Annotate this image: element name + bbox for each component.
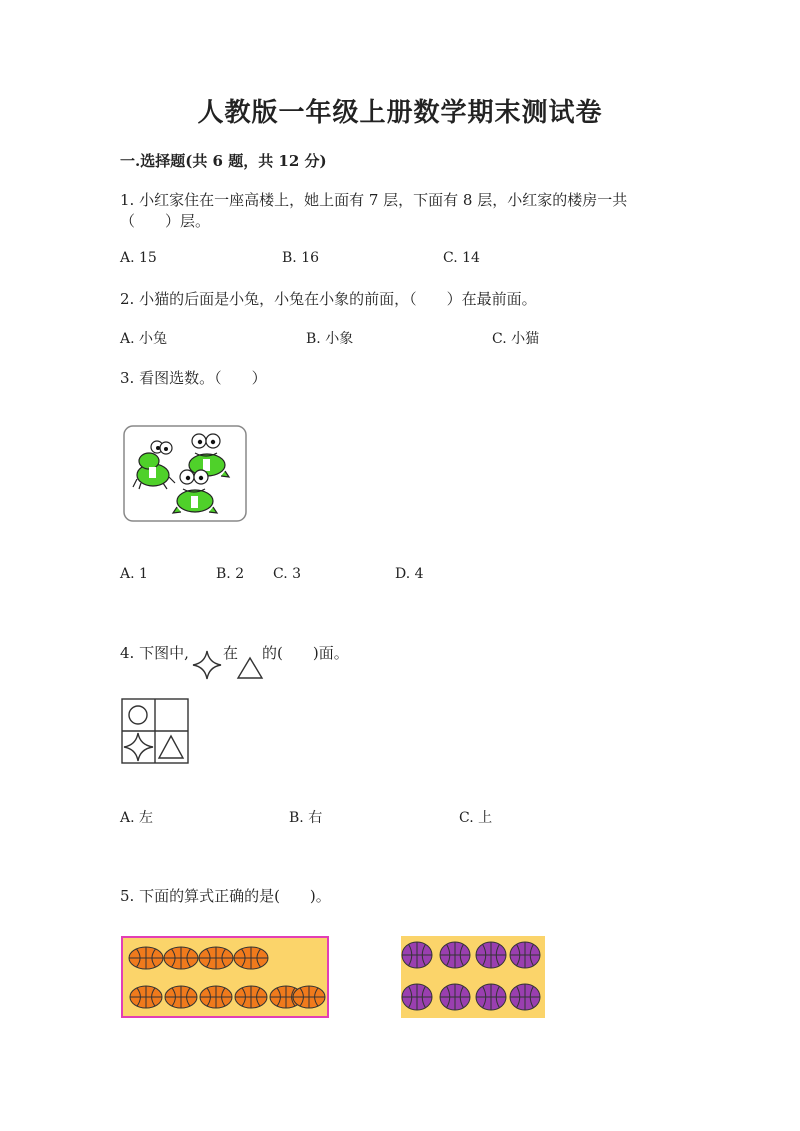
question-4-option-b[interactable]: B. 右 (289, 810, 323, 826)
question-2-text: 2. 小猫的后面是小兔，小兔在小象的前面，（ ）在最前面。 (120, 290, 537, 308)
ball-icon (440, 984, 470, 1010)
ball-icon (293, 986, 325, 1008)
ball-icon (129, 947, 163, 969)
question-4-option-c[interactable]: C. 上 (459, 810, 493, 826)
question-3-option-b[interactable]: B. 2 (216, 566, 245, 582)
ball-icon (510, 942, 540, 968)
question-4-suffix: 的( )面。 (262, 644, 349, 662)
question-2-option-c[interactable]: C. 小猫 (492, 331, 540, 347)
question-3-option-a[interactable]: A. 1 (120, 566, 148, 582)
ball-icon (199, 947, 233, 969)
question-1-option-a[interactable]: A. 15 (120, 250, 157, 266)
ball-icon (402, 942, 432, 968)
question-1-line-1: 1. 小红家住在一座高楼上，她上面有 7 层，下面有 8 层，小红家的楼房一共 (120, 191, 628, 209)
ball-icon (234, 947, 268, 969)
question-2-option-b[interactable]: B. 小象 (306, 331, 354, 347)
question-1-option-c[interactable]: C. 14 (443, 250, 480, 266)
frogs-picture (123, 425, 247, 522)
question-4-prefix: 4. 下图中, (120, 644, 189, 662)
ball-icon (235, 986, 267, 1008)
shape-grid (121, 698, 189, 764)
question-1-line-2: （ ）层。 (120, 212, 211, 230)
ball-icon (164, 947, 198, 969)
question-3-text: 3. 看图选数。（ ） (120, 369, 267, 387)
star-icon (192, 650, 222, 680)
triangle-icon (237, 657, 263, 679)
ball-icon (476, 942, 506, 968)
section-heading-choice: 一.选择题(共 6 题，共 12 分) (120, 152, 327, 170)
ball-icon (200, 986, 232, 1008)
ball-icon (402, 984, 432, 1010)
ball-icon (510, 984, 540, 1010)
question-3-option-d[interactable]: D. 4 (395, 566, 424, 582)
purple-balls-card (401, 936, 545, 1018)
question-4-mid: 在 (223, 644, 239, 662)
page-title: 人教版一年级上册数学期末测试卷 (197, 98, 603, 128)
circle-icon (129, 706, 147, 724)
question-5-text: 5. 下面的算式正确的是( )。 (120, 887, 331, 905)
ball-icon (440, 942, 470, 968)
question-1-option-b[interactable]: B. 16 (282, 250, 320, 266)
question-3-option-c[interactable]: C. 3 (273, 566, 302, 582)
ball-icon (130, 986, 162, 1008)
orange-balls-card (121, 936, 329, 1018)
question-2-option-a[interactable]: A. 小兔 (120, 331, 168, 347)
question-4-option-a[interactable]: A. 左 (120, 810, 154, 826)
ball-icon (476, 984, 506, 1010)
ball-icon (165, 986, 197, 1008)
